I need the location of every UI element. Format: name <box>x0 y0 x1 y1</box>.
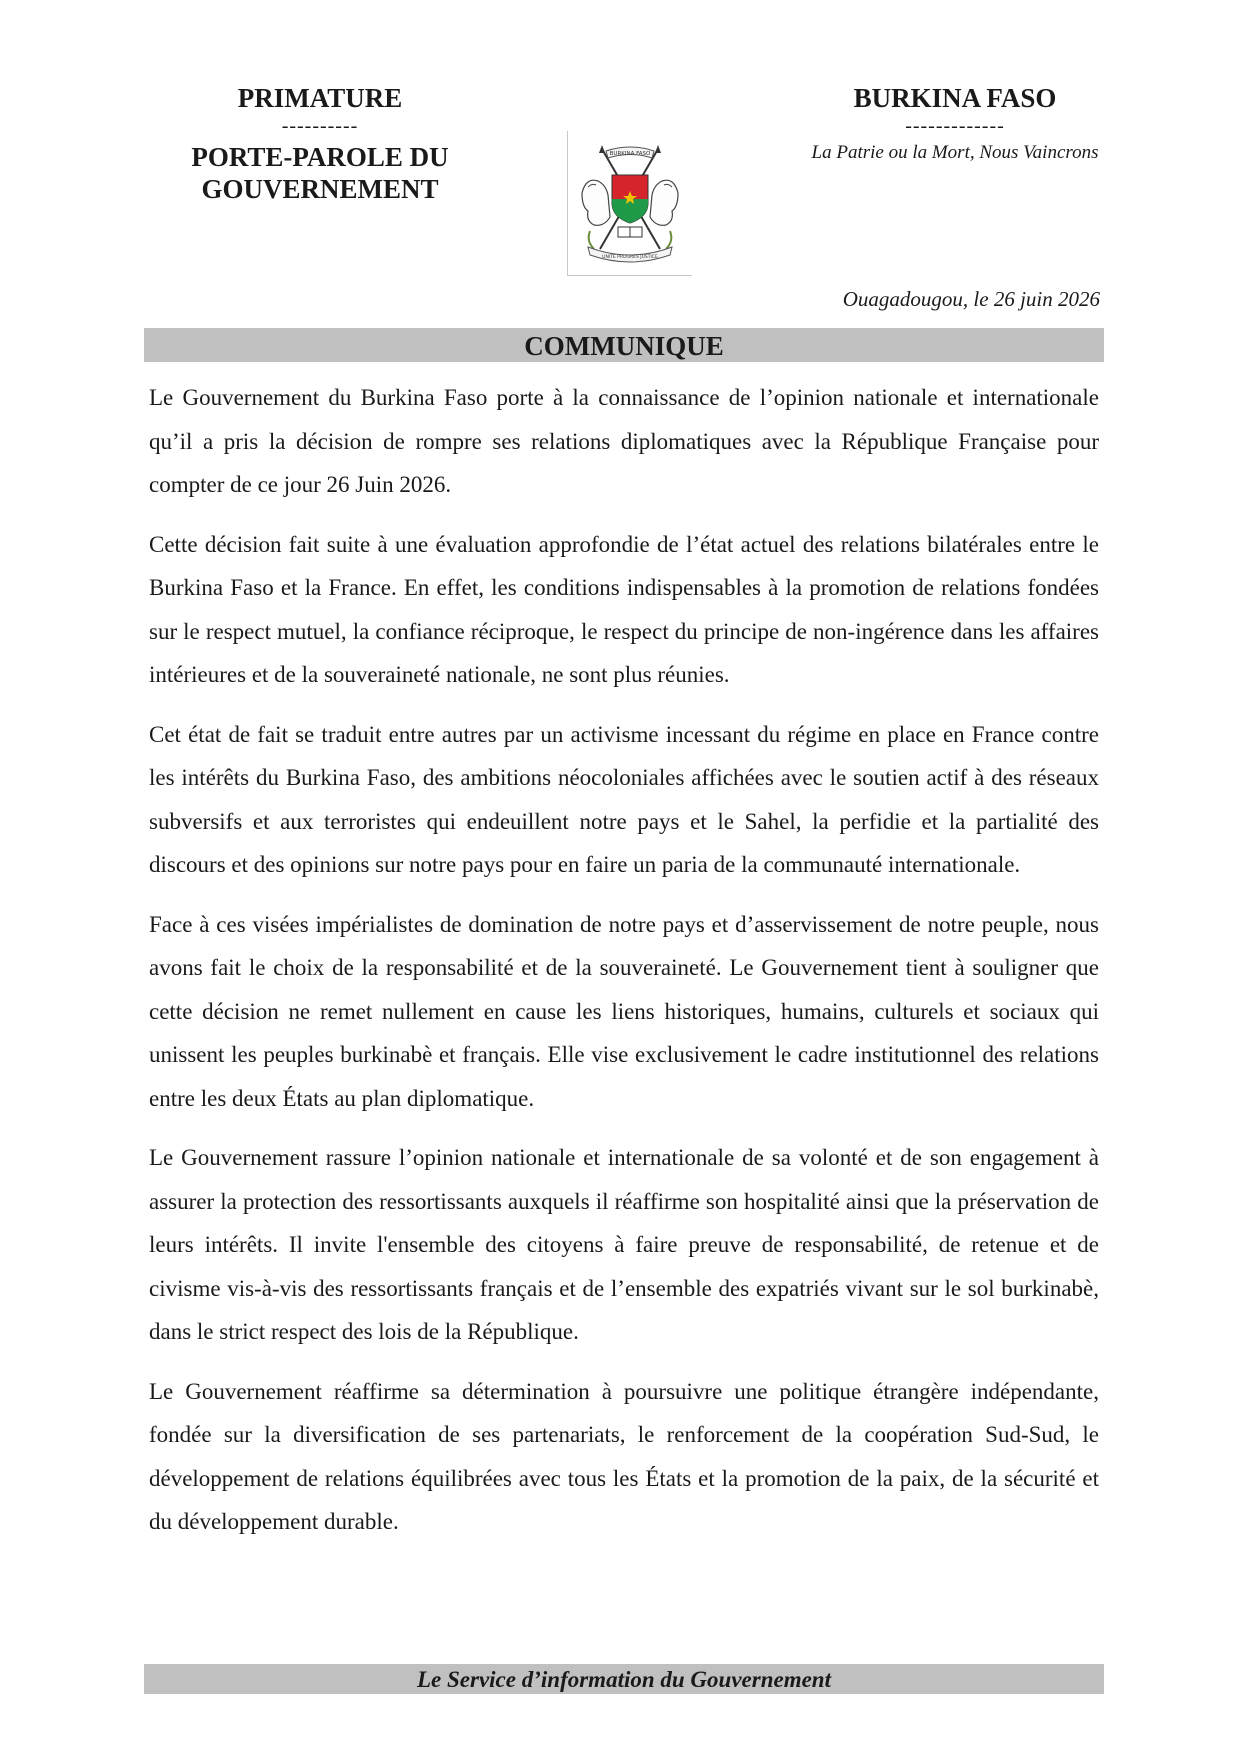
national-motto: La Patrie ou la Mort, Nous Vaincrons <box>811 142 1099 164</box>
paragraph: Le Gouvernement du Burkina Faso porte à la connaissance de l’opinion nationale et internationale qu’il a pris la décision de rompre ses relations diplomatiques avec la République Française pour compter de ce jour 26 Juin 2026. <box>149 385 1099 497</box>
svg-text:BURKINA FASO: BURKINA FASO <box>609 151 651 157</box>
paragraph: Cet état de fait se traduit entre autres par un activisme incessant du régime en place en France contre les intérêts du Burkina Faso, des ambitions néocoloniales affichées avec le soutien actif à des réseaux subversifs et aux terroristes qui endeuillent notre pays et le Sahel, la perfidie et la partialité des discours et des opinions sur notre pays pour en faire un paria de la communauté internationale. <box>149 721 1099 877</box>
paragraph: Le Gouvernement réaffirme sa détermination à poursuivre une politique étrangère indépendante, fondée sur la diversification de ses partenariats, le renforcement de la coopération Sud-Sud, le développement de relations équilibrées avec tous les États et la promotion de la paix, de la sécurité et du développement durable. <box>149 1378 1099 1534</box>
svg-text:UNITÉ PROGRÈS JUSTICE: UNITÉ PROGRÈS JUSTICE <box>602 255 658 260</box>
country-title: BURKINA FASO <box>853 83 1057 113</box>
header-right <box>790 82 1120 164</box>
paragraph: Cette décision fait suite à une évaluation approfondie de l’état actuel des relations bilatérales entre le Burkina Faso et la France. En effet, les conditions indispensables à la promotion de relations fondées sur le respect mutuel, la confiance réciproque, le respect du principe de non-ingérence dans les affaires intérieures et de la souveraineté nationale, ne sont plus réunies. <box>149 531 1099 687</box>
paragraph: Le Gouvernement rassure l’opinion nationale et internationale de sa volonté et de son engagement à assurer la protection des ressortissants auxquels il réaffirme son hospitalité ainsi que la préservation de leurs intérêts. Il invite l'ensemble des citoyens à faire preuve de responsabilité, de retenue et de civisme vis-à-vis des ressortissants français et de l’ensemble des expatriés vivant sur le sol burkinabè, dans le strict respect des lois de la République. <box>149 1145 1099 1344</box>
communique-body <box>149 376 1099 1560</box>
primature-separator: ---------- <box>281 115 359 138</box>
porte-parole-line2: GOUVERNEMENT <box>201 174 439 205</box>
porte-parole-line1: PORTE-PAROLE DU <box>191 142 449 173</box>
coat-of-arms-emblem <box>567 131 692 276</box>
document-date: Ouagadougou, le 26 juin 2026 <box>842 287 1100 311</box>
paragraph: Face à ces visées impérialistes de domination de notre pays et d’asservissement de notre peuple, nous avons fait le choix de la responsabilité et de la souveraineté. Le Gouvernement tient à souligner que cette décision ne remet nullement en cause les liens historiques, humains, culturels et sociaux qui unissent les peuples burkinabè et français. Elle vise exclusivement le cadre institutionnel des relations entre les deux États au plan diplomatique. <box>149 911 1099 1111</box>
header-left <box>150 82 490 206</box>
primature-title: PRIMATURE <box>237 83 403 113</box>
communique-title: COMMUNIQUE <box>144 328 1104 362</box>
footer-signature: Le Service d’information du Gouvernement <box>144 1664 1104 1694</box>
country-separator: ------------- <box>905 115 1005 138</box>
coat-of-arms-icon <box>568 131 692 275</box>
